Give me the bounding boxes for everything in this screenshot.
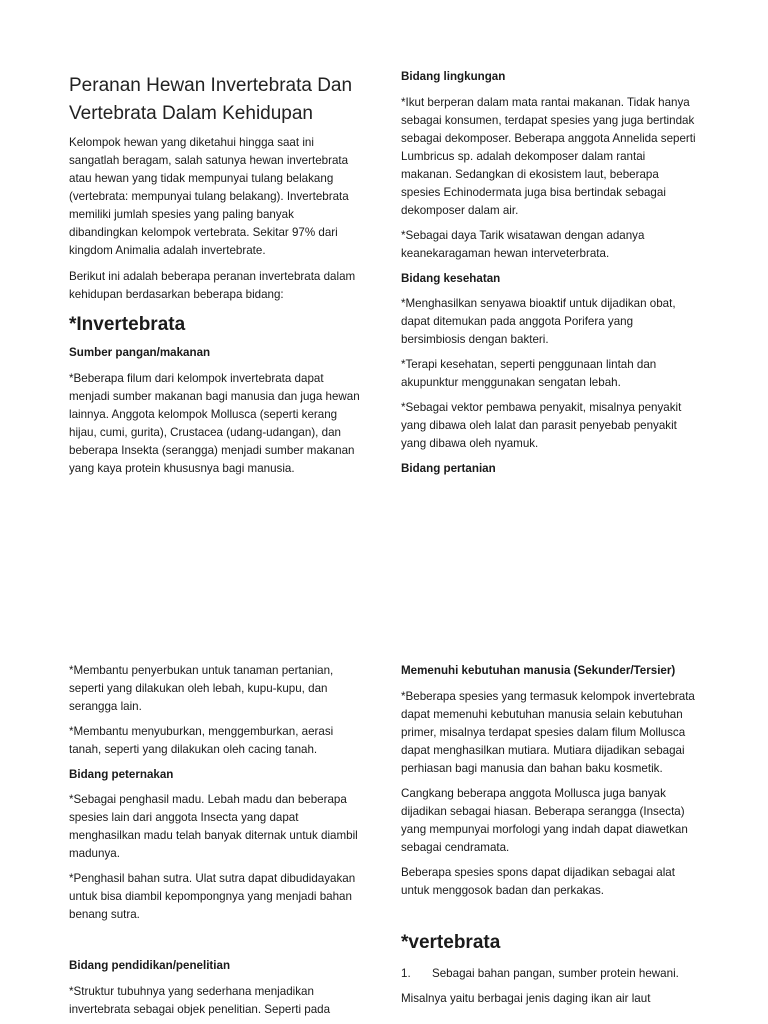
- peternakan-heading: Bidang peternakan: [69, 768, 174, 781]
- vertebrata-paragraph: Misalnya yaitu berbagai jenis daging ikan air laut: [401, 992, 651, 1005]
- list-number: 1.: [401, 967, 411, 980]
- lingkungan-paragraph-2: *Sebagai daya Tarik wisatawan dengan adanya keanekaragaman hewan interveterbrata.: [401, 229, 645, 260]
- pertanian-heading: Bidang pertanian: [401, 462, 496, 475]
- kebutuhan-paragraph-2: Cangkang beberapa anggota Mollusca juga banyak dijadikan sebagai hiasan. Beberapa serangga (Insecta) yang mempunyai morfologi yang indah dapat diawetkan sebagai cendramata.: [401, 787, 688, 854]
- pangan-paragraph: *Beberapa filum dari kelompok invertebrata dapat menjadi sumber makanan bagi manusia dan juga hewan lainnya. Anggota kelompok Mollusca (seperti kerang hijau, cumi, gurita), Crustacea (udang-udangan), dan beberapa Insekta (serangga) menjadi sumber makanan yang kaya protein khususnya bagi manusia.: [69, 372, 360, 475]
- list-item-text: Sebagai bahan pangan, sumber protein hewani.: [432, 967, 679, 980]
- kesehatan-heading: Bidang kesehatan: [401, 272, 501, 285]
- kebutuhan-paragraph-1: *Beberapa spesies yang termasuk kelompok invertebrata dapat memenuhi kebutuhan manusia selain kebutuhan primer, misalnya terdapat spesies dalam filum Mollusca dapat menghasilkan mutiara. Mutiara dijadikan sebagai perhiasan bagi manusia dan bahan baku kosmetik.: [401, 690, 695, 775]
- pangan-heading: Sumber pangan/makanan: [69, 346, 211, 359]
- intro-paragraph-2: Berikut ini adalah beberapa peranan invertebrata dalam kehidupan berdasarkan beberapa bidang:: [69, 270, 356, 301]
- page2-left-column: [69, 662, 365, 1019]
- page2-right-column: [401, 662, 697, 1008]
- peternakan-paragraph-2: *Penghasil bahan sutra. Ulat sutra dapat dibudidayakan untuk bisa diambil kepompongnya yang menjadi bahan benang sutra.: [69, 872, 356, 921]
- vertebrata-list-item-1: [401, 965, 697, 983]
- vertebrata-heading: *vertebrata: [401, 932, 501, 953]
- pertanian-paragraph-1: *Membantu penyerbukan untuk tanaman pertanian, seperti yang dilakukan oleh lebah, kupu-kupu, dan serangga lain.: [69, 664, 334, 713]
- kesehatan-paragraph-1: *Menghasilkan senyawa bioaktif untuk dijadikan obat, dapat ditemukan pada anggota Porifera yang bersimbiosis dengan bakteri.: [401, 297, 676, 346]
- page1-left-column: [69, 72, 365, 478]
- kebutuhan-heading: Memenuhi kebutuhan manusia (Sekunder/Tersier): [401, 664, 676, 677]
- kesehatan-paragraph-2: *Terapi kesehatan, seperti penggunaan lintah dan akupunktur menggunakan sengatan lebah.: [401, 358, 657, 389]
- page1-right-column: [401, 68, 697, 478]
- pendidikan-heading: Bidang pendidikan/penelitian: [69, 959, 231, 972]
- document-title: Peranan Hewan Invertebrata Dan Vertebrata Dalam Kehidupan: [69, 75, 353, 124]
- kesehatan-paragraph-3: *Sebagai vektor pembawa penyakit, misalnya penyakit yang dibawa oleh lalat dan parasit penyebab penyakit yang dibawa oleh nyamuk.: [401, 401, 682, 450]
- peternakan-paragraph-1: *Sebagai penghasil madu. Lebah madu dan beberapa spesies lain dari anggota Insecta yang dapat menghasilkan madu telah banyak diternak untuk diambil madunya.: [69, 793, 358, 860]
- invertebrata-heading: *Invertebrata: [69, 314, 186, 335]
- kebutuhan-paragraph-3: Beberapa spesies spons dapat dijadikan sebagai alat untuk menggosok badan dan perkakas.: [401, 866, 675, 897]
- lingkungan-heading: Bidang lingkungan: [401, 70, 506, 83]
- pertanian-paragraph-2: *Membantu menyuburkan, menggemburkan, aerasi tanah, seperti yang dilakukan oleh cacing tanah.: [69, 725, 334, 756]
- intro-paragraph: Kelompok hewan yang diketahui hingga saat ini sangatlah beragam, salah satunya hewan invertebrata atau hewan yang tidak mempunyai tulang belakang (vertebrata: mempunyai tulang belakang). Invertebrata memiliki jumlah spesies yang paling banyak dibandingkan kelompok vertebrata. Sekitar 97% dari kingdom Animalia adalah invertebrate.: [69, 136, 349, 257]
- pendidikan-paragraph-1: *Struktur tubuhnya yang sederhana menjadikan invertebrata sebagai objek penelitian. Seperti pada: [69, 985, 331, 1016]
- lingkungan-paragraph-1: *Ikut berperan dalam mata rantai makanan. Tidak hanya sebagai konsumen, terdapat spesies yang juga bertindak sebagai dekomposer. Beberapa anggota Annelida seperti Lumbricus sp. adalah dekomposer dalam rantai makanan. Sedangkan di ekosistem laut, beberapa spesies Echinodermata juga bisa bertindak sebagai dekomposer dalam air.: [401, 96, 696, 217]
